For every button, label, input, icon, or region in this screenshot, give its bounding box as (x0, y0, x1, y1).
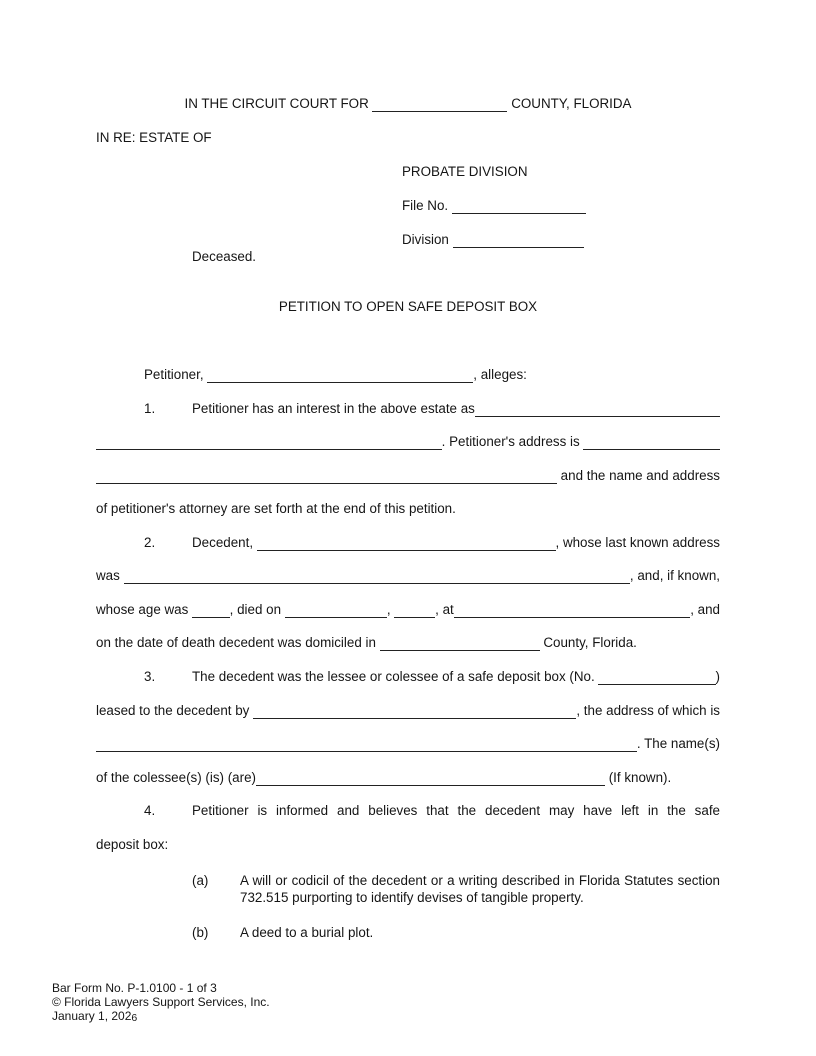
blank-field (256, 768, 605, 786)
blank-field (598, 667, 715, 685)
blank-field (475, 399, 720, 417)
paragraph-number: 2. (144, 534, 156, 550)
document-title: PETITION TO OPEN SAFE DEPOSIT BOX (278, 299, 538, 314)
in-re-label: IN RE: ESTATE OF (96, 130, 212, 145)
body-line (96, 701, 720, 721)
document-title-line (96, 297, 720, 317)
probate-division-label: PROBATE DIVISION (402, 164, 528, 179)
subitem-text: A will or codicil of the decedent or a writing described in Florida Statutes section 732.515 purporting to identify devises of tangible property. (240, 873, 720, 906)
body-text: . The name(s) (636, 736, 720, 752)
body-text: Decedent, (192, 534, 257, 550)
body-text: of the colessee(s) (is) (are) (96, 769, 256, 785)
footer-date-prefix: January 1, 202 (52, 1009, 132, 1023)
body-text: deposit box: (96, 836, 169, 852)
body-text: Petitioner, (144, 367, 208, 382)
blank-field (96, 734, 637, 752)
body-line (144, 801, 720, 821)
blank-field (394, 600, 435, 618)
body-line (96, 466, 720, 486)
body-text: was (96, 568, 124, 584)
blank-field (454, 600, 690, 618)
probate-division-line (402, 162, 720, 182)
file-no-line (402, 196, 720, 216)
body-line (96, 633, 720, 653)
body-text: ) (715, 668, 720, 684)
subitem (192, 924, 720, 941)
subitem (192, 872, 720, 906)
body-text: , died on (229, 601, 285, 617)
division-blank-field (453, 230, 584, 248)
body-text: leased to the decedent by (96, 702, 254, 718)
footer-date (52, 1009, 270, 1024)
blank-field (192, 600, 230, 618)
subitem-label: (a) (192, 873, 209, 888)
county-blank-field (372, 94, 507, 112)
body-text: , the address of which is (576, 702, 720, 718)
blank-field (253, 701, 576, 719)
body-text: County, Florida. (539, 635, 637, 651)
body-line (96, 768, 720, 788)
body-text: whose age was (96, 601, 193, 617)
footer-copyright: © Florida Lawyers Support Services, Inc. (52, 995, 270, 1009)
paragraph-number: 3. (144, 668, 156, 684)
body-line (144, 533, 720, 553)
body-text: Petitioner is informed and believes that the decedent may have left in the safe (192, 803, 720, 819)
file-no-blank-field (452, 196, 586, 214)
header-court-line (96, 94, 720, 114)
in-re-line (96, 128, 720, 148)
deceased-label: Deceased. (192, 249, 257, 264)
body-text: , and (690, 601, 721, 617)
blank-field (207, 365, 473, 383)
body-text: and the name and address (556, 467, 720, 483)
body-line (96, 499, 720, 519)
body-line (144, 365, 720, 385)
blank-field (380, 633, 540, 651)
body-text: on the date of death decedent was domiciled in (96, 635, 380, 651)
body-text: The decedent was the lessee or colessee of a safe deposit box (No. (192, 668, 599, 684)
body-text: Petitioner has an interest in the above estate as (192, 400, 475, 416)
body-text: , whose last known address (555, 534, 720, 550)
body-text: , and, if known, (629, 568, 720, 584)
blank-field (96, 432, 442, 450)
court-line-post: COUNTY, FLORIDA (507, 96, 632, 111)
paragraph-number: 1. (144, 400, 156, 416)
deceased-line (192, 247, 492, 267)
division-label: Division (402, 232, 453, 247)
body-line (144, 667, 720, 687)
footer-date-suffix: 6 (131, 1012, 138, 1024)
body-text: (If known). (605, 769, 672, 785)
body-line (144, 399, 720, 419)
body-line (96, 566, 720, 586)
paragraph-number: 4. (144, 803, 156, 819)
subitem-text: A deed to a burial plot. (240, 925, 374, 940)
file-no-label: File No. (402, 198, 452, 213)
body-line (96, 835, 720, 855)
body-line (96, 600, 720, 620)
body-text: , alleges: (473, 367, 527, 382)
blank-field (583, 432, 720, 450)
blank-field (257, 533, 556, 551)
subitem-label: (b) (192, 925, 209, 940)
blank-field (285, 600, 387, 618)
body-text: , (386, 601, 395, 617)
body-text: of petitioner's attorney are set forth at the end of this petition. (96, 501, 456, 517)
body-text: , at (435, 601, 454, 617)
court-line-pre: IN THE CIRCUIT COURT FOR (184, 96, 373, 111)
blank-field (96, 466, 557, 484)
footer-form-number: Bar Form No. P-1.0100 - 1 of 3 (52, 981, 217, 995)
body-line (96, 432, 720, 452)
body-line (96, 734, 720, 754)
body-text: . Petitioner's address is (441, 434, 584, 450)
blank-field (124, 566, 630, 584)
page-footer (52, 981, 270, 1024)
